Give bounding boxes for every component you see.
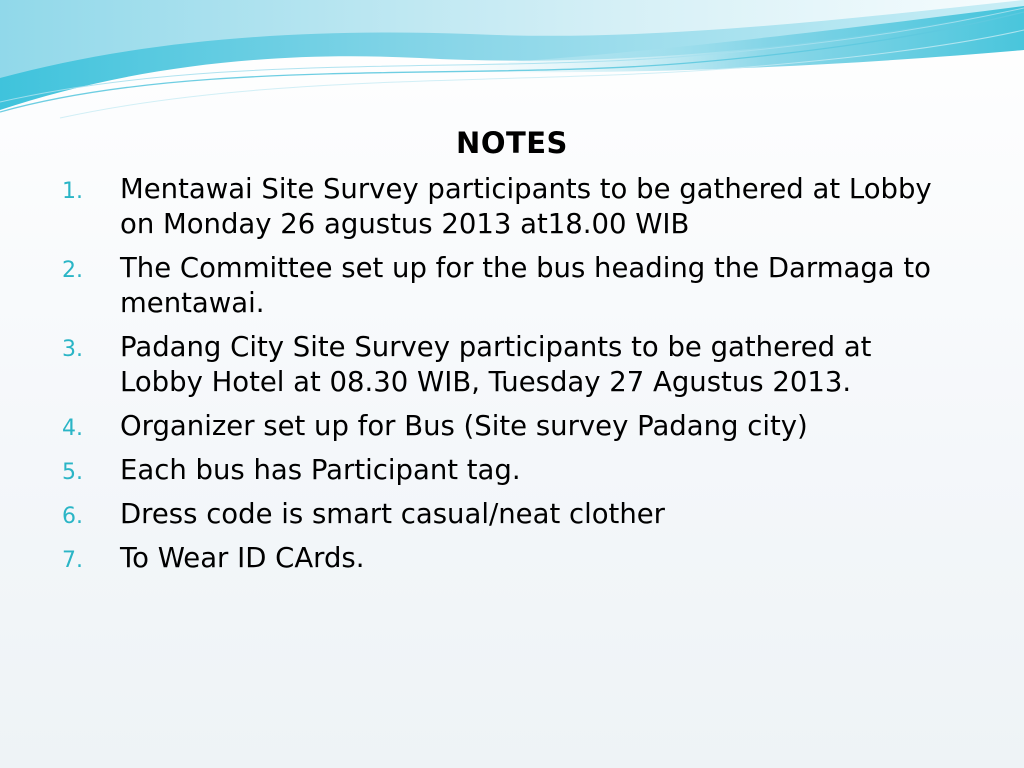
item-number: 7.: [62, 548, 83, 573]
item-number: 1.: [62, 179, 83, 204]
item-text: Organizer set up for Bus (Site survey Padang city): [120, 410, 808, 442]
list-item: [0, 251, 1024, 321]
list-item: [0, 453, 1024, 488]
notes-title: NOTES: [456, 126, 568, 160]
item-number: 2.: [62, 258, 83, 283]
wave-header-decoration: [0, 0, 1024, 130]
item-text: The Committee set up for the bus heading the Darmaga to mentawai.: [120, 252, 931, 319]
list-item: [0, 409, 1024, 444]
list-item: [0, 172, 1024, 242]
item-text: Each bus has Participant tag.: [120, 454, 521, 486]
list-item: [0, 497, 1024, 532]
item-text: Mentawai Site Survey participants to be gathered at Lobby on Monday 26 agustus 2013 at18.00 WIB: [120, 173, 932, 240]
item-number: 6.: [62, 504, 83, 529]
item-number: 5.: [62, 460, 83, 485]
item-text: Padang City Site Survey participants to be gathered at Lobby Hotel at 08.30 WIB, Tuesday 27 Agustus 2013.: [120, 331, 872, 398]
list-item: [0, 330, 1024, 400]
list-item: [0, 541, 1024, 576]
item-number: 3.: [62, 337, 83, 362]
item-number: 4.: [62, 416, 83, 441]
notes-list: [0, 172, 1024, 585]
item-text: To Wear ID CArds.: [120, 542, 365, 574]
item-text: Dress code is smart casual/neat clother: [120, 498, 665, 530]
